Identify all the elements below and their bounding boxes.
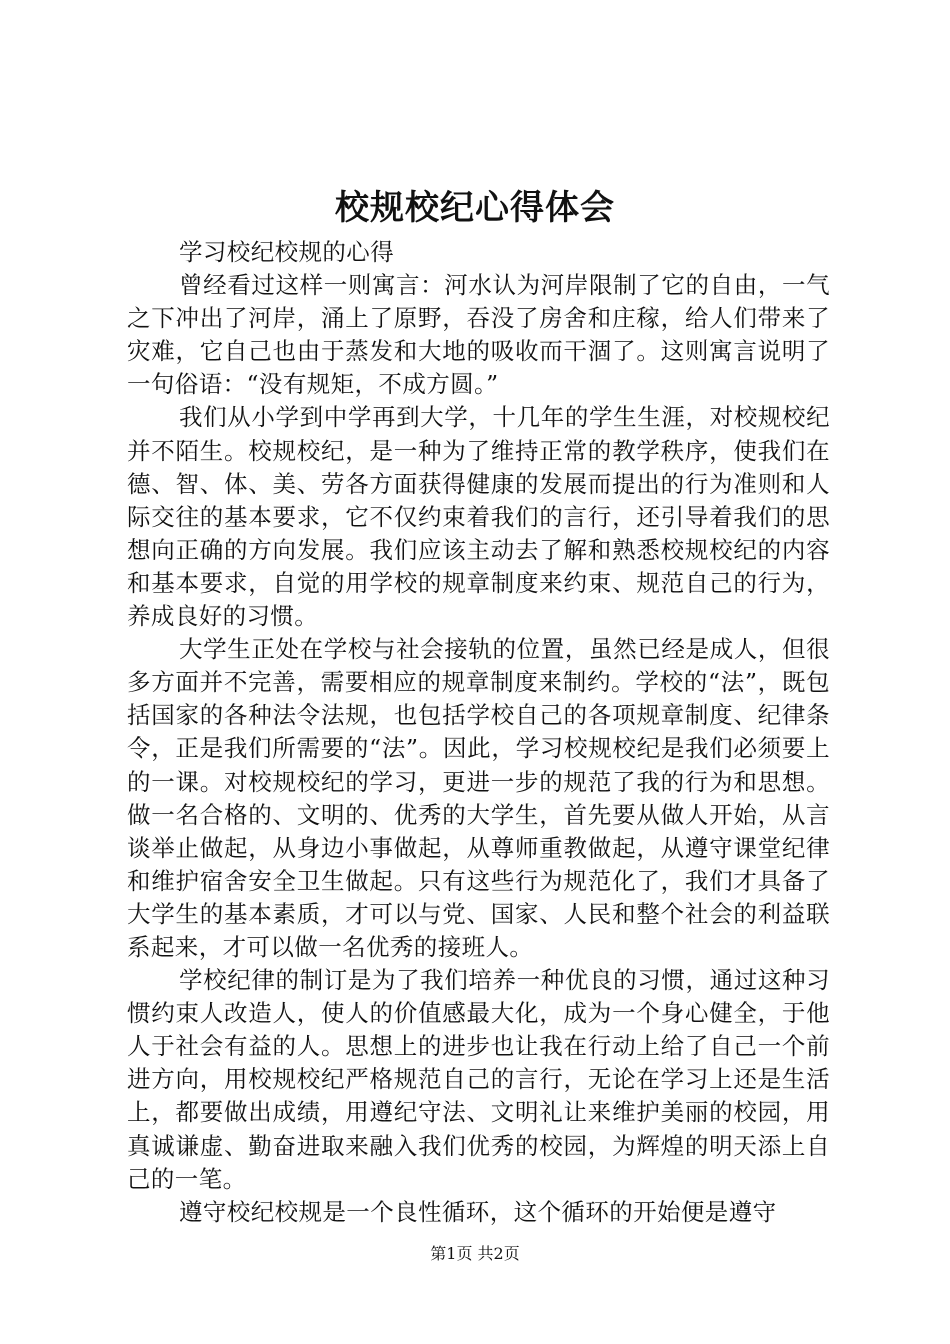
page-number-footer: 第1页 共2页 [430,1244,520,1263]
document-title: 校规校纪心得体会 [335,188,615,228]
paragraph: 我们从小学到中学再到大学，十几年的学生生涯，对校规校纪并不陌生。校规校纪，是一种为了维持正常的教学秩序，使我们在德、智、体、美、劳各方面获得健康的发展而提出的行为准则和人际交往的基本要求，它不仅约束着我们的言行，还引导着我们的思想向正确的方向发展。我们应该主动去了解和熟悉校规校纪的内容和基本要求，自觉的用学校的规章制度来约束、规范自己的行为，养成良好的习惯。 [127,403,830,631]
paragraph: 曾经看过这样一则寓言：河水认为河岸限制了它的自由，一气之下冲出了河岸，涌上了原野，吞没了房舍和庄稼，给人们带来了灾难，它自己也由于蒸发和大地的吸收而干涸了。这则寓言说明了一句俗语：“没有规矩，不成方圆。” [127,271,830,399]
paragraph: 遵守校纪校规是一个良性循环，这个循环的开始便是遵守 [179,1197,777,1226]
paragraph: 大学生正处在学校与社会接轨的位置，虽然已经是成人，但很多方面并不完善，需要相应的规章制度来制约。学校的“法”，既包括国家的各种法令法规，也包括学校自己的各项规章制度、纪律条令，正是我们所需要的“法”。因此，学习校规校纪是我们必须要上的一课。对校规校纪的学习，更进一步的规范了我的行为和思想。做一名合格的、文明的、优秀的大学生，首先要从做人开始，从言谈举止做起，从身边小事做起，从尊师重教做起，从遵守课堂纪律和维护宿舍安全卫生做起。只有这些行为规范化了，我们才具备了大学生的基本素质，才可以与党、国家、人民和整个社会的利益联系起来，才可以做一名优秀的接班人。 [127,635,830,961]
paragraph-subtitle: 学习校纪校规的心得 [179,238,395,266]
paragraph: 学校纪律的制订是为了我们培养一种优良的习惯，通过这种习惯约束人改造人，使人的价值感最大化，成为一个身心健全，于他人于社会有益的人。思想上的进步也让我在行动上给了自己一个前进方向，用校规校纪严格规范自己的言行，无论在学习上还是生活上，都要做出成绩，用遵纪守法、文明礼让来维护美丽的校园，用真诚谦虚、勤奋进取来融入我们优秀的校园，为辉煌的明天添上自己的一笔。 [127,966,830,1193]
document-body [127,236,830,1229]
